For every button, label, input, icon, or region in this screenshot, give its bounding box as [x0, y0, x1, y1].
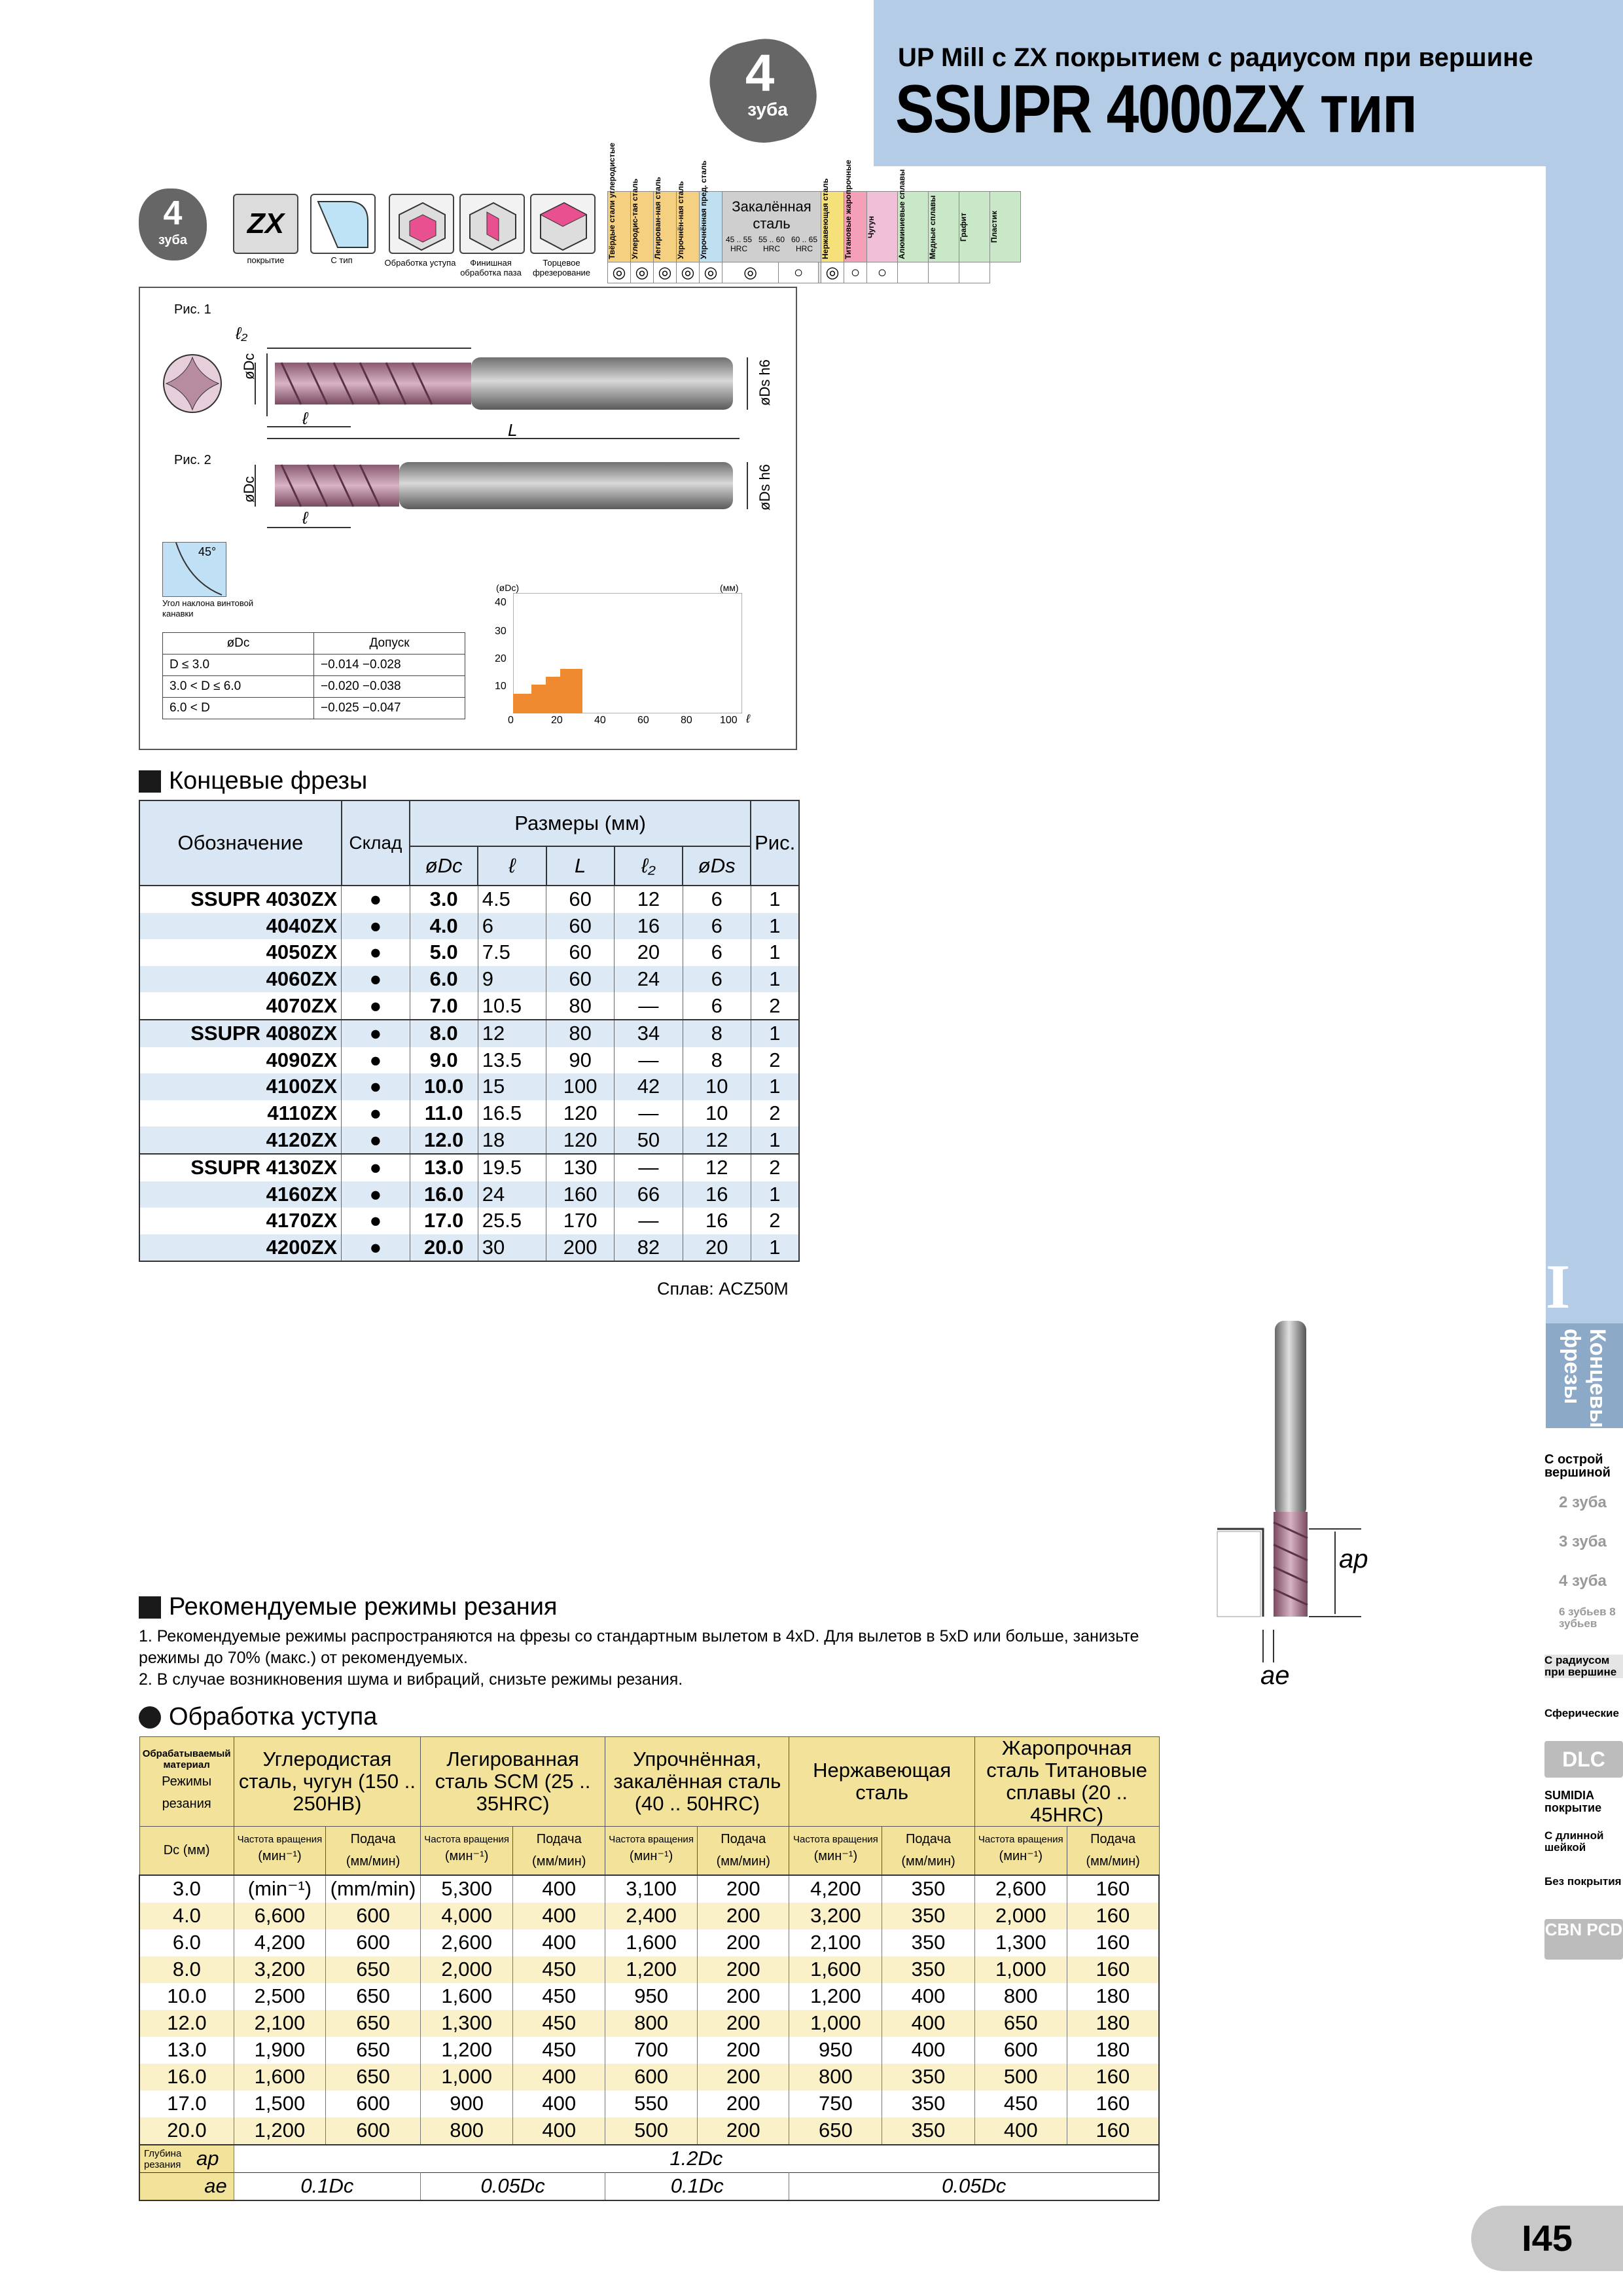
table-row: 4120ZX ● 12.0 18 120 50 12 1	[139, 1126, 799, 1154]
square-bullet-icon	[139, 1596, 161, 1619]
depth-ae-row: ae 0.1Dc 0.05Dc 0.1Dc 0.05Dc	[139, 2172, 1159, 2200]
group-hardened-steel: Упрочнённая, закалённая сталь (40 .. 50HRC)	[605, 1737, 789, 1827]
col-big-l: L	[546, 846, 615, 886]
l-dimension-label-1: ℓ	[302, 408, 308, 428]
col-stock: Склад	[342, 800, 410, 886]
teeth-badge	[702, 29, 825, 152]
zx-coating-icon: ZX	[233, 194, 298, 254]
mat-mark: ○	[867, 262, 898, 283]
c-type-icon	[310, 194, 376, 254]
table-row: 4170ZX ● 17.0 25.5 170 — 16 2	[139, 1208, 799, 1234]
circle-bullet-icon	[139, 1706, 161, 1729]
mat-col-3: Упрочнён-ная сталь	[677, 192, 700, 262]
slot-label: Финишная обработка паза	[460, 258, 522, 278]
group-alloy-steel: Легированная сталь SCM (25 .. 35HRC)	[421, 1737, 605, 1827]
face-milling-icon	[530, 194, 596, 254]
table-row: 4.0 6,600 600 4,000 400 2,400 200 3,200 350 2,000 160	[139, 1903, 1159, 1929]
shoulder-cut-diagram	[1211, 1316, 1387, 1682]
shoulder-heading: Обработка уступа	[139, 1703, 377, 1731]
alloy-note: Сплав: ACZ50M	[657, 1279, 789, 1299]
col-dc: Dc (мм)	[139, 1827, 234, 1875]
mat-mark: ○	[779, 262, 819, 283]
dc-label-2: øDc	[241, 476, 257, 503]
graph-x-tick: 0	[508, 715, 514, 726]
nav-long-neck[interactable]: С длинной шейкой	[1544, 1829, 1604, 1854]
fig1-label: Рис. 1	[174, 302, 211, 317]
helix-label: Угол наклона винтовой канавки	[162, 598, 254, 619]
graph-x-tick: 60	[637, 715, 649, 726]
cutting-notes	[139, 1626, 1166, 1691]
mat-mark: ◎	[722, 262, 779, 283]
mat-mark: ◎	[677, 262, 700, 283]
table-row: SSUPR 4130ZX ● 13.0 19.5 130 — 12 2	[139, 1154, 799, 1181]
table-row: 13.0 1,900 650 1,200 450 700 200 950 400 600 180	[139, 2037, 1159, 2064]
depth-ap-row: Глубина резания ap 1.2Dc	[139, 2145, 1159, 2173]
group-stainless-steel: Нержавеющая сталь	[789, 1737, 974, 1827]
nav-sumidia[interactable]: SUMIDIA покрытие	[1544, 1789, 1602, 1814]
mat-mark: ◎	[608, 262, 631, 283]
table-row: 4070ZX ● 7.0 10.5 80 — 6 2	[139, 992, 799, 1020]
mat-mark	[898, 262, 929, 283]
table-row: 4040ZX ● 4.0 6 60 16 6 1	[139, 913, 799, 940]
nav-3-teeth[interactable]: 3 зуба	[1559, 1533, 1607, 1551]
mat-mark: ◎	[654, 262, 677, 283]
table-row: 17.0 1,500 600 900 400 550 200 750 350 450 160	[139, 2090, 1159, 2117]
graph-x-label: ℓ	[746, 712, 750, 725]
fig2-label: Рис. 2	[174, 453, 211, 467]
mat-hardened: Закалённая сталь 45 .. 55 HRC 55 .. 60 HRC 60 .. 65 HRC	[722, 192, 821, 262]
table-row: 4110ZX ● 11.0 16.5 120 — 10 2	[139, 1100, 799, 1127]
graph-y-tick: 40	[495, 597, 507, 608]
big-l-dimension-label: L	[508, 420, 518, 440]
mat-col-8: Алюминиевые сплавы	[898, 192, 929, 262]
mat-mark: ◎	[700, 262, 722, 283]
graph-y-tick: 30	[495, 626, 507, 637]
section-letter: I	[1546, 1251, 1571, 1321]
mat-col-10: Графит	[959, 192, 990, 262]
teeth-badge-number: 4	[745, 43, 775, 102]
diagram-ap-label: ap	[1339, 1545, 1368, 1573]
table-row: 20.0 1,200 600 800 400 500 200 650 350 400 160	[139, 2117, 1159, 2145]
length-graph	[513, 593, 742, 713]
mat-col-4: Упрочнённая пред. сталь	[700, 192, 722, 262]
col-l2: ℓ₂	[615, 846, 683, 886]
graph-x-tick: 40	[594, 715, 606, 726]
mat-col-1: Углеродис-тая сталь	[631, 192, 654, 262]
page-number: I45	[1471, 2206, 1623, 2271]
ds-label-2: øDs h6	[757, 464, 773, 511]
mat-col-2: Легирован-ная сталь	[654, 192, 677, 262]
table-row: 4060ZX ● 6.0 9 60 24 6 1	[139, 966, 799, 993]
mat-col-7: Чугун	[867, 192, 898, 262]
face-label: Торцевое фрезерование	[532, 258, 591, 278]
mat-col-6: Титановые жаропрочные	[844, 192, 867, 262]
col-ds: øDs	[683, 846, 751, 886]
graph-y-tick: 10	[495, 681, 507, 692]
l-dimension-label-2: ℓ	[302, 508, 308, 528]
group-carbon-steel: Углеродистая сталь, чугун (150 .. 250HB)	[234, 1737, 420, 1827]
nav-ball[interactable]: Сферические	[1544, 1707, 1619, 1719]
page-title: SSUPR 4000ZX тип	[895, 71, 1417, 147]
graph-x-tick: 100	[720, 715, 738, 726]
shoulder-icon	[389, 194, 454, 254]
col-l: ℓ	[478, 846, 546, 886]
table-row: 4100ZX ● 10.0 15 100 42 10 1	[139, 1073, 799, 1100]
graph-x-tick: 80	[681, 715, 692, 726]
nav-corner-radius[interactable]: С радиусом при вершине	[1544, 1655, 1623, 1678]
nav-4-teeth[interactable]: 4 зуба	[1559, 1572, 1607, 1590]
mat-col-9: Медные сплавы	[929, 192, 959, 262]
col-dims: Размеры (мм)	[410, 800, 751, 846]
mat-mark: ○	[844, 262, 867, 283]
table-row: SSUPR 4030ZX ● 3.0 4.5 60 12 6 1	[139, 886, 799, 913]
graph-y-tick: 20	[495, 653, 507, 664]
coating-label: покрытие	[247, 255, 285, 265]
l2-dimension-label: ℓ₂	[236, 323, 248, 343]
table-row: 10.0 2,500 650 1,600 450 950 200 1,200 400 800 180	[139, 1983, 1159, 2010]
endmills-heading: Концевые фрезы	[139, 767, 367, 795]
col-dc: øDc	[410, 846, 478, 886]
table-row: SSUPR 4080ZX ● 8.0 12 80 34 8 1	[139, 1020, 799, 1047]
mat-mark: ◎	[631, 262, 654, 283]
tolerance-row: 6.0 < D −0.025 −0.047	[163, 698, 465, 719]
mat-mark	[929, 262, 959, 283]
table-row: 12.0 2,100 650 1,300 450 800 200 1,000 400 650 180	[139, 2010, 1159, 2037]
table-row: 3.0 (min⁻¹) (mm/min) 5,300 400 3,100 200 4,200 350 2,600 160	[139, 1875, 1159, 1903]
ds-label-1: øDs h6	[757, 359, 773, 406]
teeth-icon: 4 зуба	[139, 188, 207, 260]
section-tab: Концевые фрезы	[1546, 1323, 1623, 1428]
mat-col-11: Пластик	[990, 192, 1021, 262]
dc-label-1: øDc	[241, 353, 257, 380]
note-2: 2. В случае возникновения шума и вибраций, снизьте режимы резания.	[139, 1670, 683, 1689]
note-1: 1. Рекомендуемые режимы распространяются на фрезы со стандартным вылетом в 4xD. Для вылетов в 5xD или больше, занизьте режимы до 70% (макс.) от рекомендуемых.	[139, 1627, 1139, 1667]
table-row: 16.0 1,600 650 1,000 400 600 200 800 350 500 160	[139, 2064, 1159, 2090]
nav-2-teeth[interactable]: 2 зуба	[1559, 1494, 1607, 1511]
slot-finishing-icon	[459, 194, 525, 254]
mat-mark: ◎	[821, 262, 844, 283]
graph-y-unit: (øDc)	[496, 583, 519, 593]
graph-x-tick: 20	[551, 715, 563, 726]
square-bullet-icon	[139, 770, 161, 793]
right-sidebar-band	[1546, 166, 1623, 1426]
table-row: 8.0 3,200 650 2,000 450 1,200 200 1,600 350 1,000 160	[139, 1956, 1159, 1983]
diagram-ae-label: ae	[1260, 1661, 1290, 1690]
corner-cell: Обрабатываемый материал Режимы резания	[139, 1737, 234, 1827]
table-row: 4050ZX ● 5.0 7.5 60 20 6 1	[139, 939, 799, 966]
group-heat-resistant: Жаропрочная сталь Титановые сплавы (20 .. 45HRC)	[974, 1737, 1159, 1827]
nav-uncoated[interactable]: Без покрытия	[1544, 1875, 1622, 1888]
tolerance-row: 3.0 < D ≤ 6.0 −0.020 −0.038	[163, 676, 465, 698]
page-subtitle: UP Mill с ZX покрытием с радиусом при вершине	[898, 43, 1533, 72]
table-row: 4160ZX ● 16.0 24 160 66 16 1	[139, 1181, 799, 1208]
mat-col-5: Нержавеющая сталь	[821, 192, 844, 262]
nav-dlc[interactable]: DLC	[1544, 1741, 1623, 1778]
nav-cbn-pcd[interactable]: CBN PCD	[1544, 1919, 1623, 1960]
tolerance-row: D ≤ 3.0 −0.014 −0.028	[163, 655, 465, 676]
col-code: Обозначение	[139, 800, 342, 886]
tolerance-table: øDc Допуск D ≤ 3.0 −0.014 −0.028 3.0 < D ≤ 6.0 −0.020 −0.038 6.0 < D −0.025 −0.047	[162, 632, 465, 719]
shoulder-label: Обработка уступа	[384, 258, 456, 268]
mat-col-0: Твёрдые стали углеродистые	[608, 192, 631, 262]
nav-sharp-corner[interactable]: С острой вершиной	[1544, 1452, 1611, 1480]
type-label: C тип	[330, 255, 353, 265]
col-fig: Рис.	[751, 800, 799, 886]
nav-6-8-teeth[interactable]: 6 зубьев 8 зубьев	[1559, 1605, 1616, 1630]
material-suitability-table	[607, 142, 1021, 283]
mat-mark	[959, 262, 990, 283]
cutting-conditions-table: Обрабатываемый материал Режимы резания Углеродистая сталь, чугун (150 .. 250HB) Легированная сталь SCM (25 .. 35HRC) Упрочнённая, закалённая сталь (40 .. 50HRC) Нержавеющая сталь Жаропрочная сталь Титановые сплавы (20 .. 45HRC) Dc (мм) Частота вращения (мин⁻¹) Подача (мм/мин) Частота вращения (мин⁻¹) Подача (мм/мин) Частота вращения (мин⁻¹) Подача (мм/мин) Частота вращения (мин⁻¹) Подача (мм/мин) Частота вращения (мин⁻¹) Подача (мм/мин) 3.0 (min⁻¹) (mm/min) 5,300 400 3,100 200 4,200 350 2,600 160 4.0 6,600 600 4,000 400 2,400 200 3,200 350 2,000 160 6.0 4,200 600 2,600 400 1,600 200 2,100 350 1,300 160 8.0 3,200 650 2,000 450 1,200 200 1,600 350 1,000 160 10.0 2,500 650 1,600 450 950 200 1,200 400 800 180 12.0 2,100 650 1,300 450 800 200 1,000 400 650 180 13.0 1,900 650 1,200 450 700 200 950 400 600 180 16.0 1,600 650 1,000 400 600 200 800 350 500 160 17.0 1,500 600 900 400 550 200 750 350 450 160 20.0 1,200 600 800 400 500 200 650 350 400 160 Глубина резания ap 1.2Dc ae 0.1Dc 0.05Dc 0.1Dc 0.05Dc	[139, 1736, 1160, 2201]
cutting-heading: Рекомендуемые режимы резания	[139, 1593, 558, 1621]
table-row: 4090ZX ● 9.0 13.5 90 — 8 2	[139, 1047, 799, 1074]
table-row: 4200ZX ● 20.0 30 200 82 20 1	[139, 1234, 799, 1262]
table-row: 6.0 4,200 600 2,600 400 1,600 200 2,100 350 1,300 160	[139, 1929, 1159, 1956]
teeth-badge-text: зуба	[747, 99, 788, 120]
graph-x-unit: (мм)	[720, 583, 739, 593]
endmills-table	[139, 800, 800, 1262]
helix-angle-icon: 45°	[162, 542, 226, 597]
